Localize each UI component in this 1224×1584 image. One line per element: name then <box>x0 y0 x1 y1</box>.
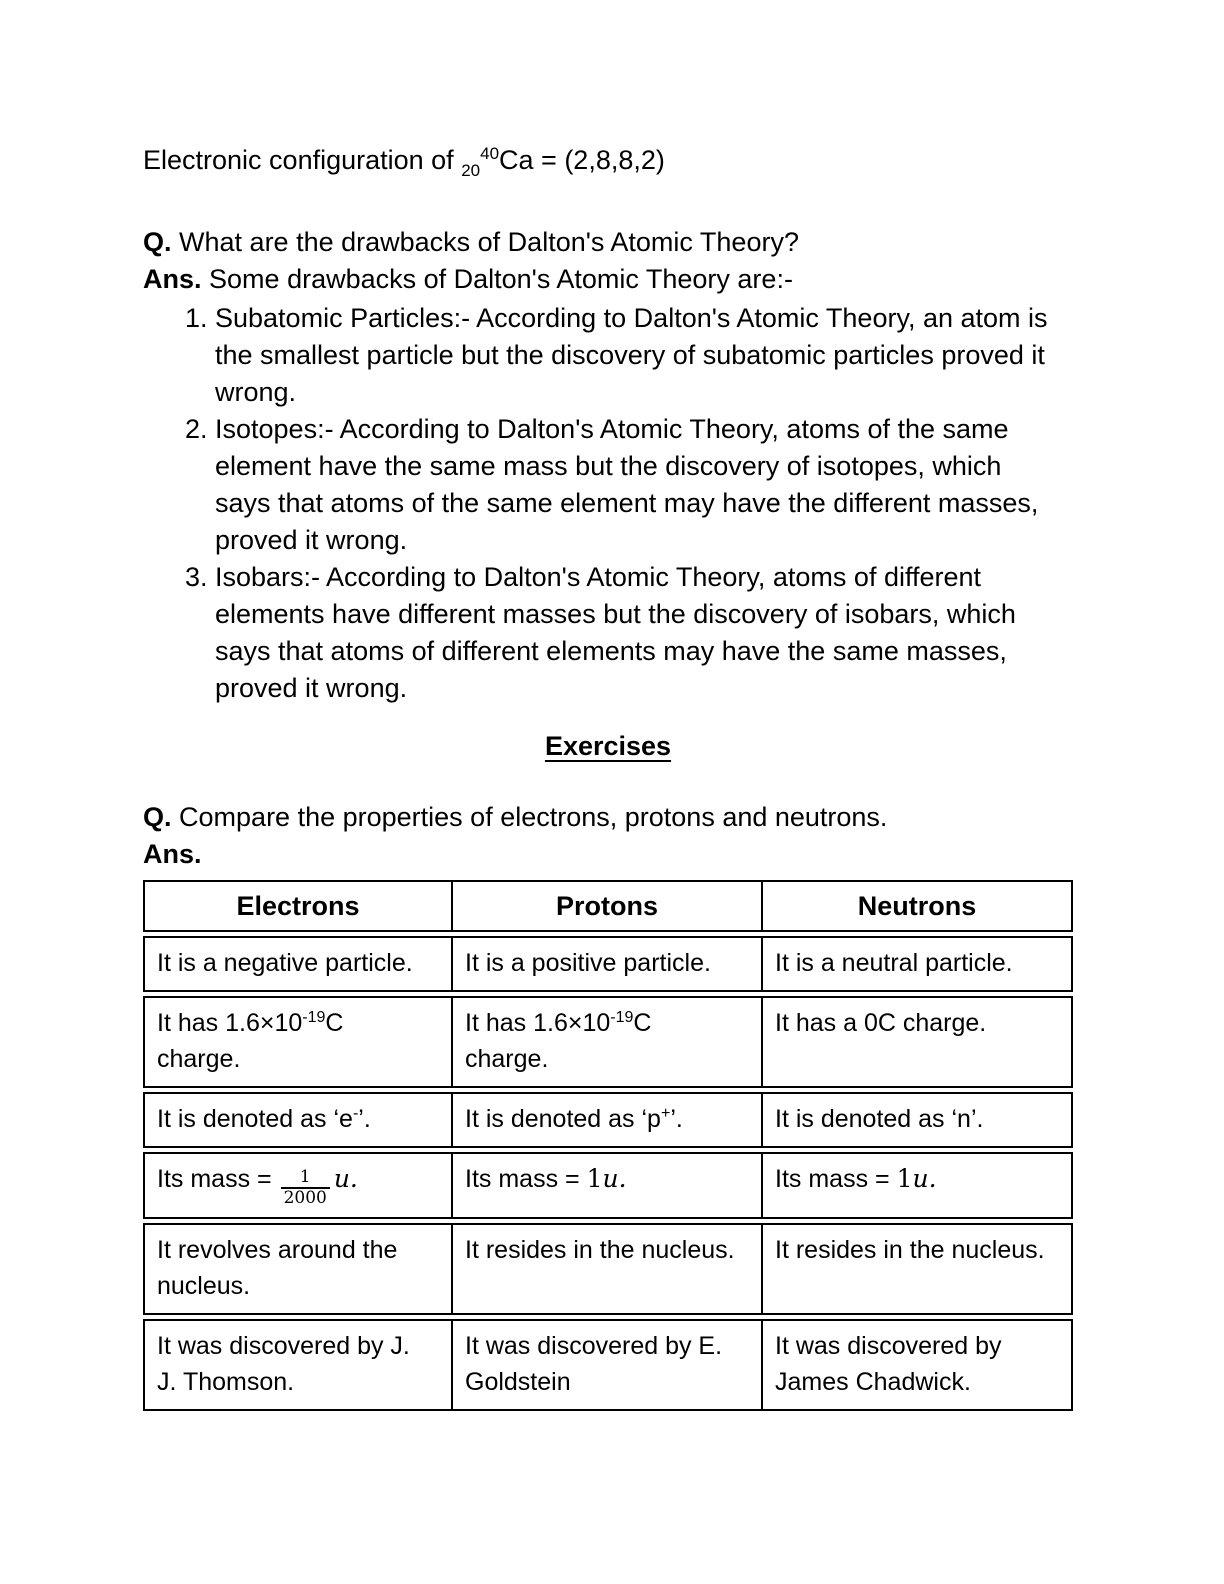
cell-electron-discovery: It was discovered by J. J. Thomson. <box>143 1319 453 1411</box>
proton-charge-post: C charge. <box>465 1009 652 1073</box>
electron-charge-pre: It has 1.6×10 <box>157 1009 303 1037</box>
config-prefix: Electronic configuration of <box>143 145 462 175</box>
table-row-discovery <box>143 1319 1073 1411</box>
drawback-item-isobars: 3. Isobars:- According to Dalton's Atomic Theory, atoms of different elements have different masses but the discovery of isobars, which says that atoms of different elements may have the same masses, proved it wrong. <box>215 559 1053 707</box>
mass-fraction-numerator: 1 <box>299 1167 311 1187</box>
question-1-text: What are the drawbacks of Dalton's Atomic Theory? <box>179 227 799 257</box>
proton-charge-exponent: -19 <box>610 1009 634 1026</box>
neutron-mass-value: 1 <box>896 1164 913 1193</box>
answer-1-label: Ans. <box>143 264 202 294</box>
cell-electron-particle: It is a negative particle. <box>143 936 453 992</box>
cell-electron-charge <box>143 996 453 1088</box>
proton-charge-pre: It has 1.6×10 <box>465 1009 611 1037</box>
electronic-configuration-line <box>143 142 1073 179</box>
question-2-label: Q. <box>143 802 172 832</box>
answer-1-text: Some drawbacks of Dalton's Atomic Theory are:- <box>209 264 793 294</box>
proton-mass-pre: Its mass = <box>465 1165 587 1193</box>
mass-number-superscript: 40 <box>480 144 500 163</box>
cell-proton-denoted <box>453 1092 763 1148</box>
exercises-heading: Exercises <box>544 731 672 761</box>
electron-mass-unit: u. <box>333 1164 358 1193</box>
table-header-neutrons: Neutrons <box>763 880 1073 932</box>
table-row-denoted <box>143 1092 1073 1148</box>
proton-denoted-sign: + <box>660 1105 671 1122</box>
drawback-item-subatomic: 1. Subatomic Particles:- According to Dalton's Atomic Theory, an atom is the smallest particle but the discovery of subatomic particles proved it wrong. <box>215 300 1053 411</box>
mass-fraction <box>281 1168 330 1208</box>
table-row-charge <box>143 996 1073 1088</box>
answer-2 <box>143 836 1073 873</box>
cell-neutron-location: It resides in the nucleus. <box>763 1223 1073 1315</box>
cell-neutron-denoted: It is denoted as ‘n’. <box>763 1092 1073 1148</box>
cell-neutron-charge: It has a 0C charge. <box>763 996 1073 1088</box>
electron-denoted-pre: It is denoted as ‘e <box>157 1105 353 1133</box>
question-1 <box>143 224 1073 261</box>
config-suffix: Ca = (2,8,8,2) <box>499 145 665 175</box>
proton-denoted-post: ’. <box>670 1105 683 1133</box>
question-2-text: Compare the properties of electrons, protons and neutrons. <box>179 802 888 832</box>
question-2 <box>143 799 1073 836</box>
table-header-electrons: Electrons <box>143 880 453 932</box>
cell-neutron-particle: It is a neutral particle. <box>763 936 1073 992</box>
cell-electron-mass <box>143 1152 453 1219</box>
electron-denoted-sign: - <box>352 1105 359 1122</box>
drawbacks-list <box>143 300 1073 707</box>
question-1-label: Q. <box>143 227 172 257</box>
electron-charge-post: C charge. <box>157 1009 344 1073</box>
cell-neutron-discovery: It was discovered by James Chadwick. <box>763 1319 1073 1411</box>
table-header-row <box>143 880 1073 932</box>
cell-proton-discovery: It was discovered by E. Goldstein <box>453 1319 763 1411</box>
proton-mass-value: 1 <box>586 1164 603 1193</box>
answer-1 <box>143 261 1073 298</box>
drawback-item-isotopes: 2. Isotopes:- According to Dalton's Atomic Theory, atoms of the same element have the same mass but the discovery of isotopes, which says that atoms of the same element may have the different masses, proved it wrong. <box>215 411 1053 559</box>
proton-denoted-pre: It is denoted as ‘p <box>465 1105 661 1133</box>
electron-denoted-post: ’. <box>358 1105 371 1133</box>
atomic-number-subscript: 20 <box>461 161 481 180</box>
answer-2-label: Ans. <box>143 839 202 869</box>
comparison-table <box>143 876 1073 1415</box>
neutron-mass-pre: Its mass = <box>775 1165 897 1193</box>
electron-charge-exponent: -19 <box>302 1009 326 1026</box>
cell-electron-denoted <box>143 1092 453 1148</box>
electron-mass-pre: Its mass = <box>157 1165 279 1193</box>
mass-fraction-denominator: 2000 <box>281 1187 330 1208</box>
cell-proton-charge <box>453 996 763 1088</box>
table-row-location <box>143 1223 1073 1315</box>
table-row-particle <box>143 936 1073 992</box>
cell-proton-location: It resides in the nucleus. <box>453 1223 763 1315</box>
proton-mass-unit: u. <box>602 1164 627 1193</box>
neutron-mass-unit: u. <box>912 1164 937 1193</box>
cell-proton-particle: It is a positive particle. <box>453 936 763 992</box>
table-row-mass <box>143 1152 1073 1219</box>
cell-proton-mass <box>453 1152 763 1219</box>
cell-neutron-mass <box>763 1152 1073 1219</box>
table-header-protons: Protons <box>453 880 763 932</box>
cell-electron-location: It revolves around the nucleus. <box>143 1223 453 1315</box>
